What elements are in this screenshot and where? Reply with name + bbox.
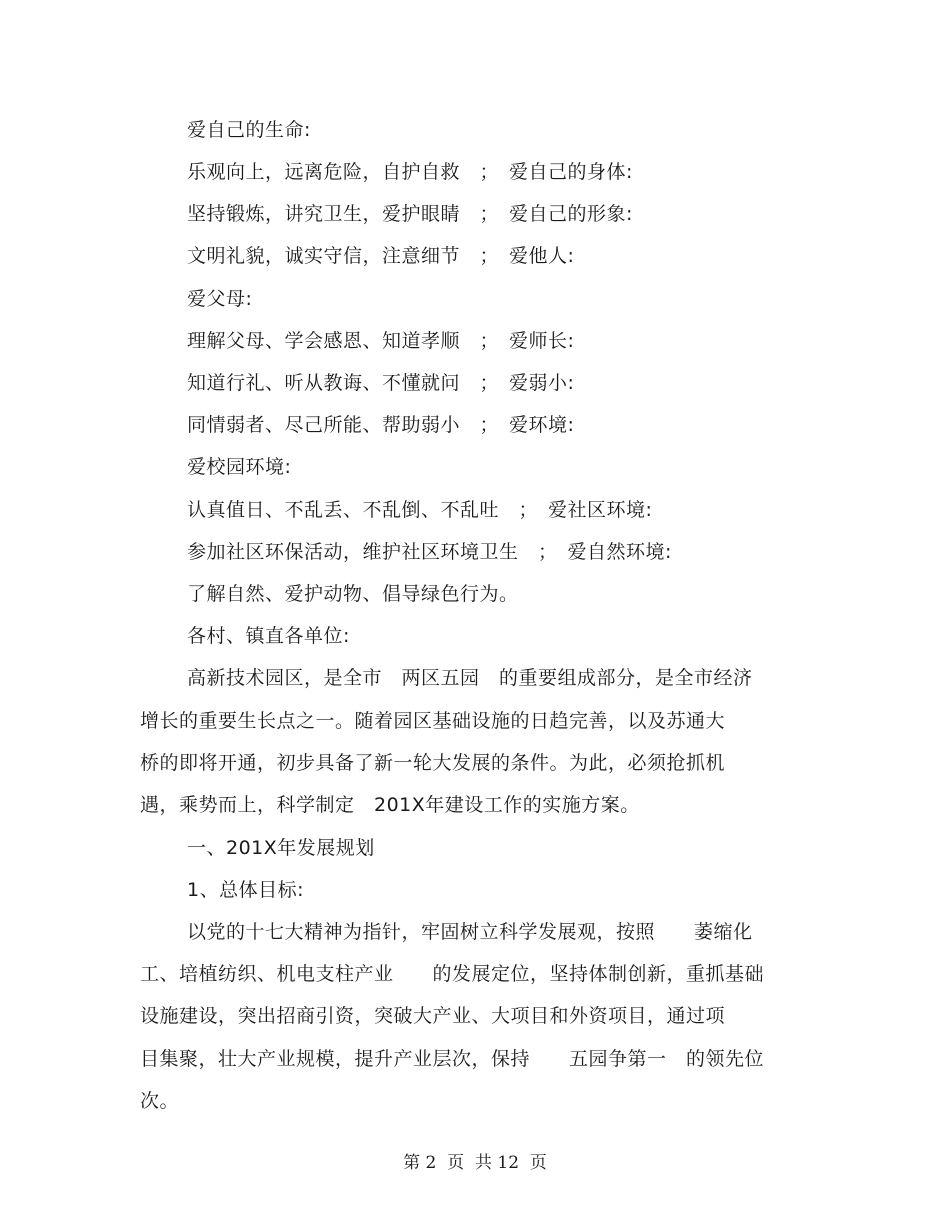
- text-line: 乐观向上，远离危险，自护自救 ； 爱自己的身体:: [187, 161, 633, 183]
- paragraph-line: 次。: [140, 1090, 180, 1112]
- text-line: 爱自己的生命:: [187, 119, 311, 141]
- text-line: 理解父母、学会感恩、知道孝顺 ； 爱师长:: [187, 330, 575, 352]
- paragraph-first-line: 高新技术园区，是全市 两区五园 的重要组成部分，是全市经济: [187, 667, 753, 689]
- section-heading: 一、201X年发展规划: [187, 837, 375, 859]
- text-line: 参加社区环保活动，维护社区环境卫生 ； 爱自然环境:: [187, 541, 672, 563]
- text-line: 认真值日、不乱丢、不乱倒、不乱吐 ； 爱社区环境:: [187, 499, 653, 521]
- page-number-footer: 第 2 页 共 12 页: [403, 1153, 547, 1173]
- text-line: 各村、镇直各单位:: [187, 625, 350, 647]
- paragraph-line: 目集聚，壮大产业规模，提升产业层次，保持 五园争第一 的领先位: [140, 1048, 765, 1070]
- paragraph-line: 设施建设，突出招商引资，突破大产业、大项目和外资项目，通过项: [140, 1005, 726, 1027]
- text-line: 爱校园环境:: [187, 456, 292, 478]
- paragraph-line: 桥的即将开通，初步具备了新一轮大发展的条件。为此，必须抢抓机: [140, 752, 726, 774]
- paragraph-line: 工、培植纺织、机电支柱产业 的发展定位，坚持体制创新，重抓基础: [140, 963, 765, 985]
- text-line: 文明礼貌，诚实守信，注意细节 ； 爱他人:: [187, 245, 575, 267]
- paragraph-line: 增长的重要生长点之一。随着园区基础设施的日趋完善，以及苏通大: [140, 710, 726, 732]
- paragraph-first-line: 以党的十七大精神为指针，牢固树立科学发展观，按照 萎缩化: [187, 921, 753, 943]
- text-line: 坚持锻炼，讲究卫生，爱护眼睛 ； 爱自己的形象:: [187, 203, 633, 225]
- paragraph-line: 遇，乘势而上，科学制定 201X年建设工作的实施方案。: [140, 794, 640, 816]
- text-line: 同情弱者、尽己所能、帮助弱小 ； 爱环境:: [187, 414, 575, 436]
- text-line: 知道行礼、听从教诲、不懂就问 ； 爱弱小:: [187, 372, 575, 394]
- text-line: 了解自然、爱护动物、倡导绿色行为。: [187, 583, 519, 605]
- text-line: 爱父母:: [187, 288, 253, 310]
- subsection-heading: 1、总体目标:: [187, 879, 304, 901]
